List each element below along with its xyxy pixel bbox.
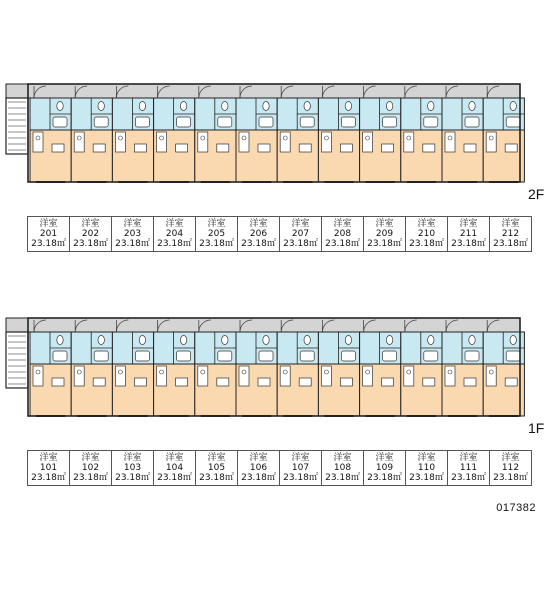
kitchen-counter (486, 366, 496, 386)
unit-type: 洋室 (333, 453, 352, 463)
property-code: 017382 (496, 502, 536, 514)
toilet-icon (304, 336, 310, 345)
desk-icon (505, 378, 517, 386)
unit-area: 23.18㎡ (367, 239, 402, 249)
kitchen-counter (280, 366, 290, 386)
unit-area: 23.18㎡ (73, 239, 108, 249)
desk-icon (134, 378, 146, 386)
unit-type: 洋室 (249, 219, 268, 229)
unit-row (28, 451, 532, 486)
unit-area: 23.18㎡ (199, 239, 234, 249)
unit-room: 211 (459, 229, 478, 239)
unit-plan (442, 320, 483, 416)
kitchen-counter (445, 366, 455, 386)
unit-type: 洋室 (291, 219, 310, 229)
unit-room: 110 (417, 463, 436, 473)
bath-icon (259, 351, 273, 361)
unit-room: 208 (333, 229, 352, 239)
unit-cell (112, 451, 154, 486)
unit-plan (277, 320, 318, 416)
unit-room: 108 (333, 463, 352, 473)
unit-type: 洋室 (459, 219, 478, 229)
unit-cell (322, 451, 364, 486)
unit-plan (154, 320, 195, 416)
unit-room: 105 (207, 463, 226, 473)
unit-type: 洋室 (459, 453, 478, 463)
unit-room: 201 (39, 229, 58, 239)
unit-cell (70, 451, 112, 486)
unit-type: 洋室 (123, 219, 142, 229)
desk-icon (299, 378, 311, 386)
unit-type: 洋室 (375, 219, 394, 229)
unit-type: 洋室 (165, 453, 184, 463)
unit-area: 23.18㎡ (73, 473, 108, 483)
unit-type: 洋室 (39, 219, 58, 229)
unit-room: 104 (165, 463, 184, 473)
unit-plan (401, 320, 442, 416)
unit-type: 洋室 (417, 453, 436, 463)
toilet-icon (469, 336, 475, 345)
bath-icon (300, 351, 314, 361)
unit-type: 洋室 (39, 453, 58, 463)
unit-room: 207 (291, 229, 310, 239)
bath-icon (424, 351, 438, 361)
toilet-icon (345, 336, 351, 345)
unit-room: 202 (81, 229, 100, 239)
unit-area: 23.18㎡ (31, 473, 66, 483)
unit-area: 23.18㎡ (157, 239, 192, 249)
unit-area: 23.18㎡ (451, 473, 486, 483)
unit-type: 洋室 (501, 453, 520, 463)
desk-icon (258, 378, 270, 386)
unit-type: 洋室 (81, 219, 100, 229)
bath-icon (53, 351, 67, 361)
toilet-icon (139, 336, 145, 345)
unit-room: 107 (291, 463, 310, 473)
unit-type: 洋室 (291, 453, 310, 463)
kitchen-counter (115, 366, 125, 386)
toilet-icon (428, 336, 434, 345)
unit-room: 106 (249, 463, 268, 473)
kitchen-counter (239, 366, 249, 386)
unit-type: 洋室 (207, 453, 226, 463)
unit-plan (30, 320, 71, 416)
bath-icon (341, 351, 355, 361)
unit-area: 23.18㎡ (325, 239, 360, 249)
toilet-icon (510, 336, 516, 345)
unit-cell (490, 451, 532, 486)
unit-type: 洋室 (501, 219, 520, 229)
unit-cell (280, 451, 322, 486)
unit-cell (406, 451, 448, 486)
bath-icon (135, 351, 149, 361)
kitchen-counter (363, 366, 373, 386)
unit-area: 23.18㎡ (241, 239, 276, 249)
unit-area: 23.18㎡ (325, 473, 360, 483)
unit-area: 23.18㎡ (409, 239, 444, 249)
unit-area: 23.18㎡ (367, 473, 402, 483)
desk-icon (217, 378, 229, 386)
unit-area: 23.18㎡ (157, 473, 192, 483)
toilet-icon (222, 336, 228, 345)
unit-room: 101 (39, 463, 58, 473)
unit-plan (483, 320, 524, 416)
bath-icon (465, 351, 479, 361)
bath-icon (506, 351, 520, 361)
unit-area: 23.18㎡ (409, 473, 444, 483)
stairs (6, 332, 28, 388)
unit-cell (364, 451, 406, 486)
bath-icon (177, 351, 191, 361)
unit-cell (154, 451, 196, 486)
unit-type: 洋室 (81, 453, 100, 463)
bath-icon (383, 351, 397, 361)
kitchen-counter (33, 366, 43, 386)
unit-plan (195, 320, 236, 416)
unit-plan (71, 320, 112, 416)
unit-area: 23.18㎡ (493, 239, 528, 249)
unit-room: 204 (165, 229, 184, 239)
unit-type: 洋室 (417, 219, 436, 229)
toilet-icon (98, 336, 104, 345)
bath-icon (218, 351, 232, 361)
unit-room: 203 (123, 229, 142, 239)
unit-area: 23.18㎡ (115, 239, 150, 249)
unit-type: 洋室 (123, 453, 142, 463)
desk-icon (423, 378, 435, 386)
unit-room: 210 (417, 229, 436, 239)
desk-icon (340, 378, 352, 386)
unit-cell (238, 451, 280, 486)
unit-room: 109 (375, 463, 394, 473)
unit-plan (318, 320, 359, 416)
unit-room: 212 (501, 229, 520, 239)
unit-area: 23.18㎡ (199, 473, 234, 483)
toilet-icon (57, 336, 63, 345)
unit-cell (448, 451, 490, 486)
kitchen-counter (74, 366, 84, 386)
unit-room: 206 (249, 229, 268, 239)
unit-room: 111 (459, 463, 478, 473)
unit-cell (28, 451, 70, 486)
unit-plan (112, 320, 153, 416)
unit-type: 洋室 (249, 453, 268, 463)
kitchen-counter (321, 366, 331, 386)
floor-label-1f: 1F (528, 420, 545, 436)
unit-area: 23.18㎡ (451, 239, 486, 249)
desk-icon (93, 378, 105, 386)
unit-area: 23.18㎡ (115, 473, 150, 483)
desk-icon (176, 378, 188, 386)
toilet-icon (180, 336, 186, 345)
unit-table-1f (27, 450, 532, 486)
unit-area: 23.18㎡ (241, 473, 276, 483)
unit-area: 23.18㎡ (31, 239, 66, 249)
unit-area: 23.18㎡ (283, 473, 318, 483)
unit-type: 洋室 (165, 219, 184, 229)
bath-icon (94, 351, 108, 361)
unit-type: 洋室 (375, 453, 394, 463)
kitchen-counter (404, 366, 414, 386)
unit-room: 102 (81, 463, 100, 473)
unit-area: 23.18㎡ (493, 473, 528, 483)
unit-room: 209 (375, 229, 394, 239)
unit-room: 205 (207, 229, 226, 239)
unit-type: 洋室 (333, 219, 352, 229)
kitchen-counter (157, 366, 167, 386)
corridor (6, 318, 520, 332)
unit-room: 103 (123, 463, 142, 473)
unit-plan (360, 320, 401, 416)
desk-icon (52, 378, 64, 386)
toilet-icon (386, 336, 392, 345)
unit-cell (196, 451, 238, 486)
kitchen-counter (198, 366, 208, 386)
floor-label-2f: 2F (528, 186, 545, 202)
unit-plan (236, 320, 277, 416)
unit-type: 洋室 (207, 219, 226, 229)
unit-room: 112 (501, 463, 520, 473)
unit-area: 23.18㎡ (283, 239, 318, 249)
desk-icon (464, 378, 476, 386)
desk-icon (382, 378, 394, 386)
toilet-icon (263, 336, 269, 345)
